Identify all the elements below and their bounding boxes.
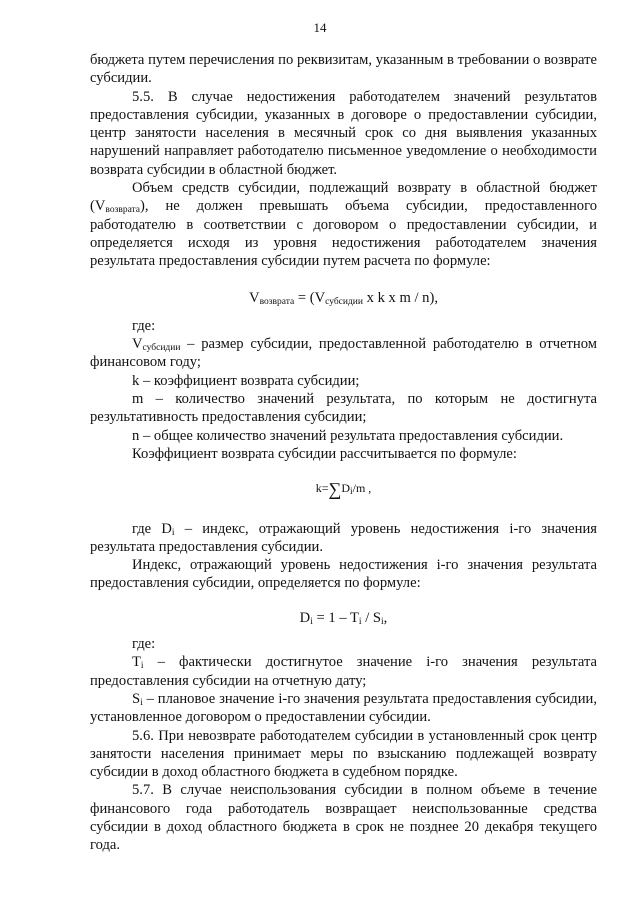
subscript: i — [140, 697, 143, 708]
definition-text: – плановое значение i-го значения результата предоставления субсидии, установленное договором о предоставлении субсидии. — [90, 690, 597, 726]
paragraph-5-5: 5.5. В случае недостижения работодателем значений результатов предоставления субсидии, указанных в договоре о предоставлении субсидии, центр занятости населения в месячный срок со дня выявления указанных нарушений направляет работодателю письменное уведомление о необходимости возврата субсидии в областной бюджет. — [90, 88, 597, 178]
subscript: субсидии — [142, 343, 181, 354]
subscript: i — [358, 616, 362, 627]
symbol-d: D — [341, 481, 350, 496]
symbol-v: V — [132, 336, 143, 353]
symbol-s: S — [132, 690, 141, 707]
symbol-t: T — [132, 654, 141, 671]
page-number: 14 — [313, 20, 327, 35]
definition-t — [90, 653, 597, 690]
subscript: возврата — [259, 296, 295, 307]
text: – индекс, отражающий уровень недостижения i-го значения результата предоставления субсидии. — [90, 520, 597, 555]
symbol-d: D — [299, 609, 311, 626]
text: Объем средств субсидии, подлежащий возврату в областной бюджет (V — [90, 180, 597, 215]
where-label: где: — [132, 317, 156, 334]
subscript: возврата — [105, 205, 141, 216]
coefficient-intro: Коэффициент возврата субсидии рассчитывается по формуле: — [132, 445, 517, 462]
formula-part: k= — [315, 481, 329, 496]
symbol-v: V — [249, 289, 260, 306]
formula-part: /m , — [352, 481, 372, 496]
definition-v-subsidy — [90, 335, 597, 372]
definition-text: – размер субсидии, предоставленной работодателю в отчетном финансовом году; — [90, 336, 597, 371]
formula-part: x k x m / n), — [362, 289, 438, 306]
document-body — [90, 51, 597, 855]
formula-index — [90, 609, 597, 627]
text: ), не должен превышать объема субсидии, предоставленного работодателю в соответствии с договором о предоставлении субсидии, и определяется исходя из уровня недостижения работодателем значения результата предоставления субсидии путем расчета по формуле: — [90, 198, 597, 270]
formula-part: = (V — [294, 289, 326, 306]
subscript: субсидии — [325, 296, 363, 307]
paragraph-continuation: бюджета путем перечисления по реквизитам, указанным в требовании о возврате субсидии. — [90, 52, 597, 87]
formula-refund — [90, 289, 597, 307]
definition-text: – фактически достигнутое значение i-го значения результата предоставления субсидии на отчетную дату; — [90, 654, 597, 689]
paragraph-refund-volume — [90, 179, 597, 270]
where-label: где: — [132, 636, 156, 653]
sum-symbol: ∑ — [328, 479, 342, 500]
subscript: i — [310, 616, 313, 627]
text: где D — [132, 520, 172, 537]
definition-d — [90, 520, 597, 557]
subscript: i — [140, 661, 144, 672]
definition-n: n – общее количество значений результата предоставления субсидии. — [132, 427, 564, 444]
definition-m: m – количество значений результата, по которым не достигнута результативность предоставления субсидии; — [90, 391, 597, 426]
subscript: i — [381, 616, 384, 627]
definition-k: k – коэффициент возврата субсидии; — [132, 372, 360, 389]
formula-part: , — [383, 609, 388, 626]
formula-part: / S — [361, 609, 382, 626]
formula-part: = 1 – T — [312, 609, 359, 626]
index-intro: Индекс, отражающий уровень недостижения i-го значения результата предоставления субсидии, определяется по формуле: — [90, 557, 597, 592]
subscript: i — [171, 527, 175, 538]
subscript: i — [349, 487, 353, 498]
definition-s — [90, 690, 597, 727]
paragraph-5-7: 5.7. В случае неиспользования субсидии в полном объеме в течение финансового года работодатель возвращает неиспользованные средства субсидии в доход областного бюджета в срок не позднее 20 декабря текущего года. — [90, 782, 597, 854]
paragraph-5-6: 5.6. При невозврате работодателем субсидии в установленный срок центр занятости населения принимает меры по взысканию подлежащей возврату субсидии в доход областного бюджета в судебном порядке. — [90, 727, 597, 781]
formula-coefficient — [90, 479, 597, 500]
